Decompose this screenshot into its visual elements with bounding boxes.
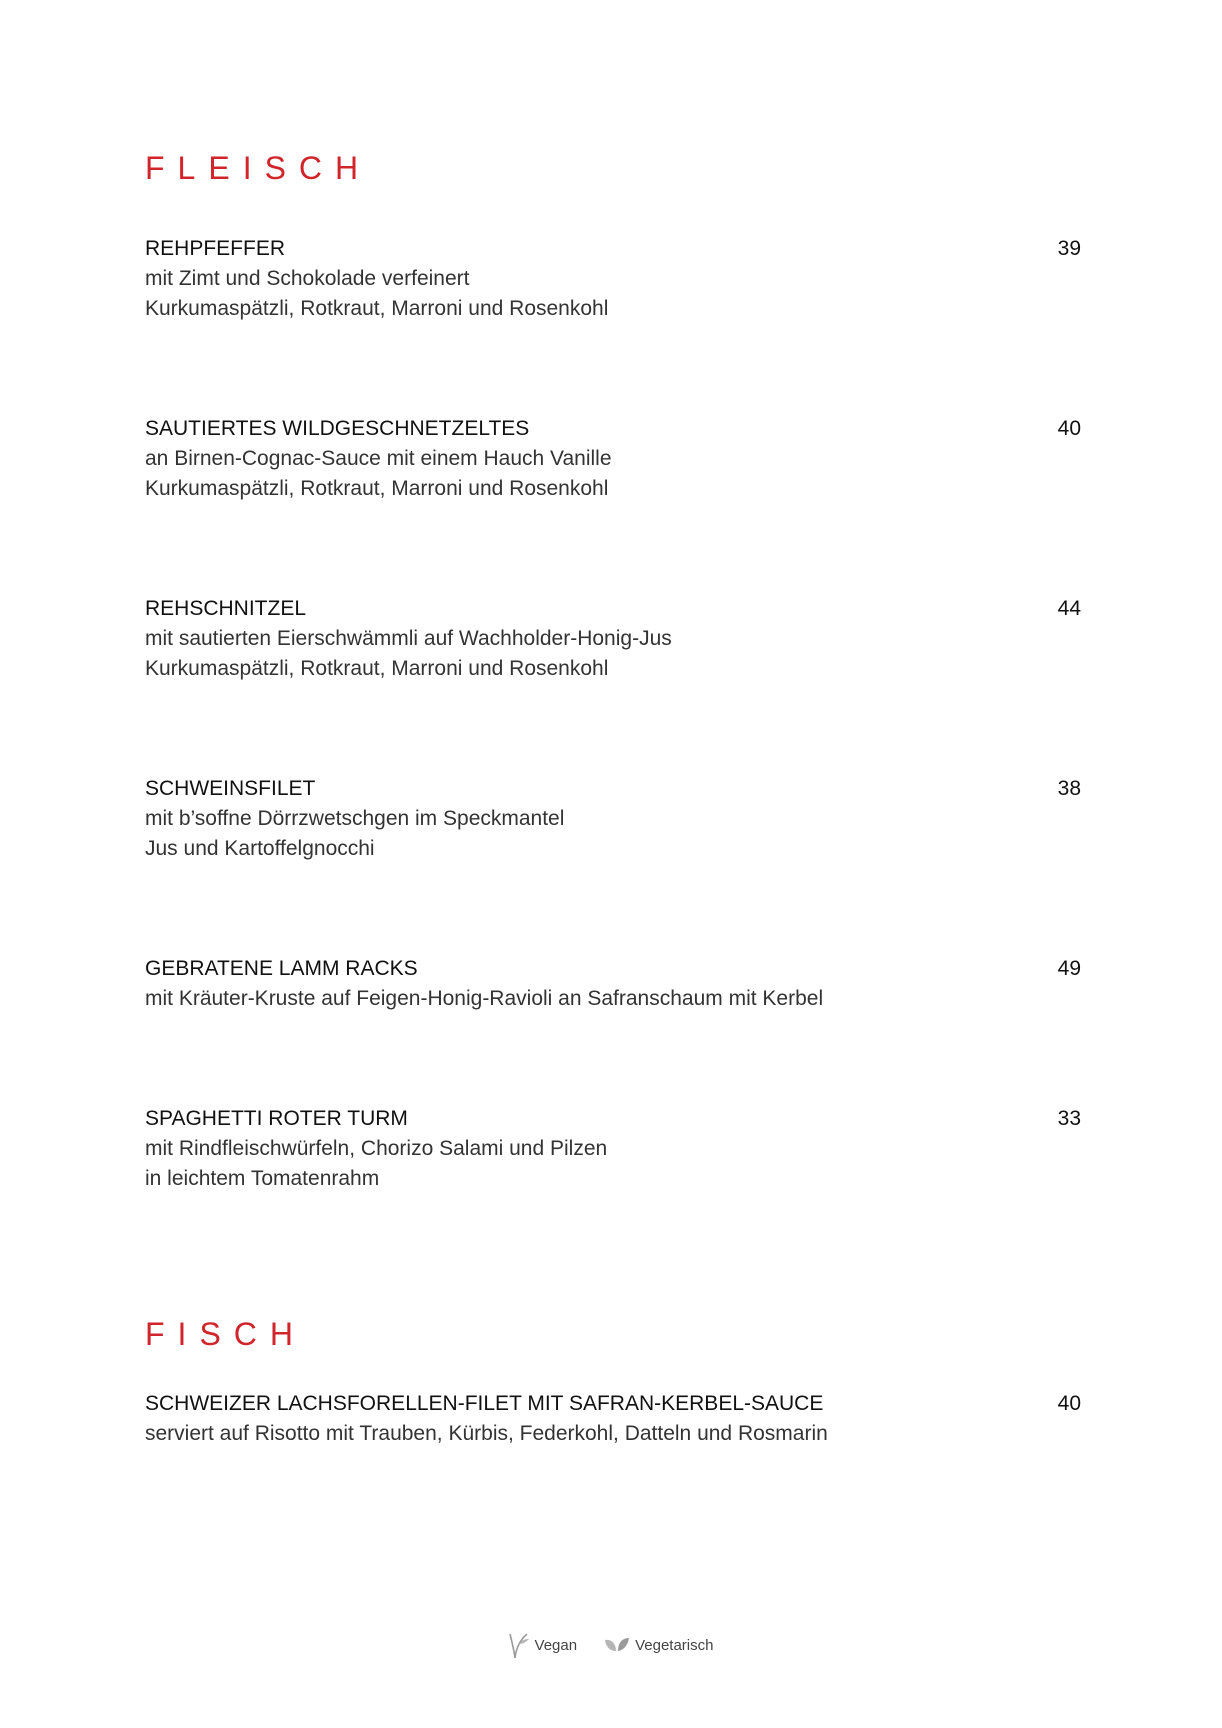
dish-price: 44	[1057, 597, 1081, 620]
dish-price: 40	[1057, 1392, 1081, 1415]
dish-name: REHPFEFFER	[145, 237, 286, 260]
dish-name: SPAGHETTI ROTER TURM	[145, 1107, 408, 1130]
dish-description-line: Jus und Kartoffelgnocchi	[145, 837, 375, 860]
dish-description-line: Kurkumaspätzli, Rotkraut, Marroni und Rosenkohl	[145, 297, 609, 320]
dish-description-line: mit Zimt und Schokolade verfeinert	[145, 267, 470, 290]
dish-name: REHSCHNITZEL	[145, 597, 307, 620]
dish-description-line: serviert auf Risotto mit Trauben, Kürbis, Federkohl, Datteln und Rosmarin	[145, 1422, 828, 1445]
dish-name: SCHWEINSFILET	[145, 777, 316, 800]
dish-description-line: Kurkumaspätzli, Rotkraut, Marroni und Rosenkohl	[145, 477, 609, 500]
dish-price: 39	[1057, 237, 1081, 260]
menu-item-wildgeschnetzeltes	[145, 414, 1081, 504]
dish-description-line: Kurkumaspätzli, Rotkraut, Marroni und Rosenkohl	[145, 657, 609, 680]
menu-item-rehschnitzel	[145, 594, 1081, 684]
section-title-fleisch: FLEISCH	[145, 150, 372, 186]
dish-description-line: in leichtem Tomatenrahm	[145, 1167, 380, 1190]
section-title-fisch: FISCH	[145, 1316, 306, 1352]
dish-description-line: an Birnen-Cognac-Sauce mit einem Hauch Vanille	[145, 447, 612, 470]
vegan-sprout-icon	[509, 1630, 531, 1660]
legend-vegan	[509, 1630, 578, 1660]
dish-price: 33	[1057, 1107, 1081, 1130]
dish-description-line: mit b’soffne Dörrzwetschgen im Speckmantel	[145, 807, 565, 830]
dish-name: SAUTIERTES WILDGESCHNETZELTES	[145, 417, 530, 440]
dish-name: SCHWEIZER LACHSFORELLEN-FILET MIT SAFRAN-KERBEL-SAUCE	[145, 1392, 824, 1415]
dish-price: 49	[1057, 957, 1081, 980]
dish-price: 40	[1057, 417, 1081, 440]
dish-description-line: mit Rindfleischwürfeln, Chorizo Salami und Pilzen	[145, 1137, 608, 1160]
dish-description-line: mit sautierten Eierschwämmli auf Wachholder-Honig-Jus	[145, 627, 672, 650]
menu-item-rehpfeffer	[145, 234, 1081, 324]
dish-description-line: mit Kräuter-Kruste auf Feigen-Honig-Ravioli an Safranschaum mit Kerbel	[145, 987, 824, 1010]
menu-item-lamm-racks	[145, 954, 1081, 1014]
legend-vegan-label: Vegan	[534, 1636, 578, 1654]
legend-vegetarian	[603, 1636, 713, 1654]
dish-price: 38	[1057, 777, 1081, 800]
menu-item-schweinsfilet	[145, 774, 1081, 864]
diet-legend	[0, 1630, 1222, 1660]
vegetarian-leaves-icon	[603, 1636, 631, 1654]
dish-name: GEBRATENE LAMM RACKS	[145, 957, 418, 980]
menu-item-lachsforelle	[145, 1389, 1081, 1449]
legend-vegetarian-label: Vegetarisch	[635, 1636, 714, 1654]
menu-item-spaghetti	[145, 1104, 1081, 1194]
